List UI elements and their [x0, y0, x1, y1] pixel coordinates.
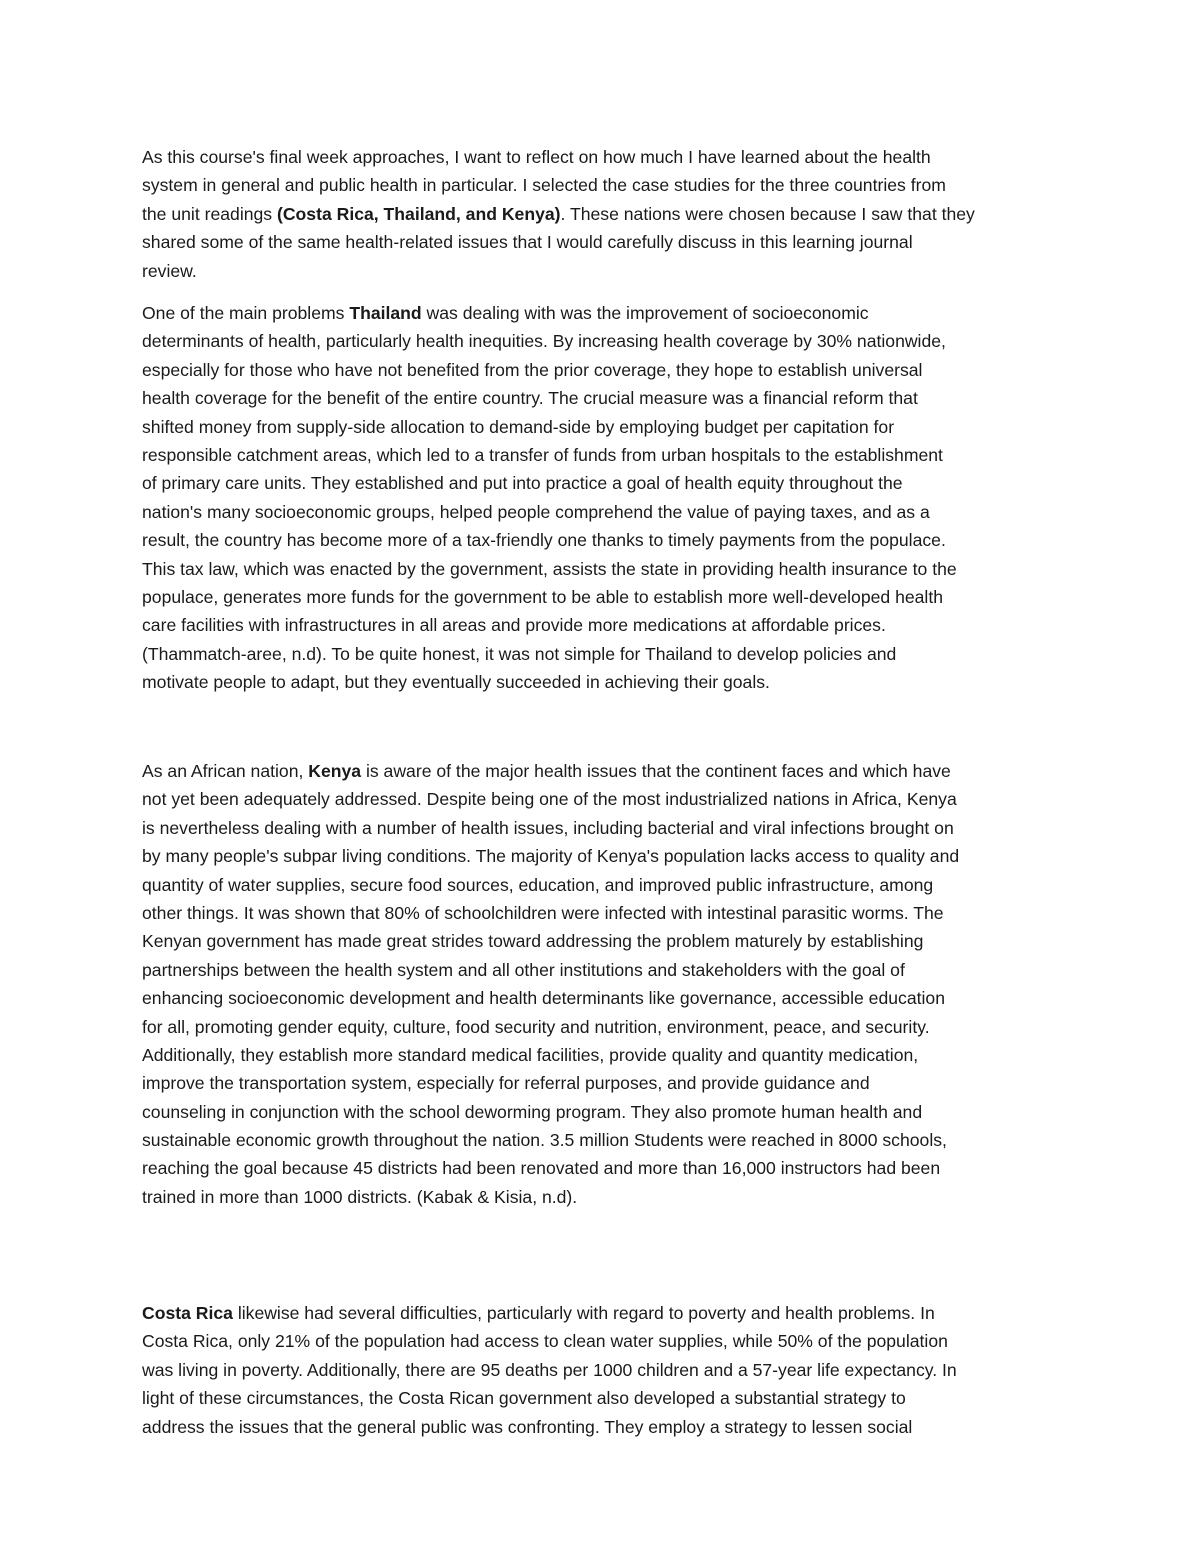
bold-text: Costa Rica: [142, 1303, 233, 1323]
text-run: was living in poverty. Additionally, there are 95 deaths per 1000 children and a 57-year life expectancy. In: [142, 1359, 957, 1380]
text-line: [142, 1041, 1062, 1069]
text-line: [142, 1299, 1062, 1327]
text-line: [142, 814, 1062, 842]
text-run: populace, generates more funds for the government to be able to establish more well-developed health: [142, 586, 944, 607]
paragraph-thailand: [142, 299, 1062, 696]
text-run: for all, promoting gender equity, culture, food security and nutrition, environment, peace, and security.: [142, 1016, 930, 1037]
text-line: [142, 143, 1062, 171]
text-line: [142, 1413, 1062, 1441]
text-line: [142, 785, 1062, 813]
text-run: reaching the goal because 45 districts had been renovated and more than 16,000 instructors had been: [142, 1158, 941, 1179]
text-run: especially for those who have not benefited from the prior coverage, they hope to establish universal: [142, 359, 923, 380]
text-run: likewise had several difficulties, particularly with regard to poverty and health problems. In: [232, 1303, 935, 1323]
text-run: (Thammatch-aree, n.d). To be quite honest, it was not simple for Thailand to develop policies and: [142, 643, 897, 664]
text-line: [142, 257, 1062, 285]
text-run: counseling in conjunction with the school deworming program. They also promote human health and: [142, 1101, 923, 1122]
text-run: As this course's final week approaches, I want to reflect on how much I have learned about the health: [142, 147, 931, 167]
bold-text: Kenya: [308, 761, 362, 781]
text-run: is aware of the major health issues that the continent faces and which have: [361, 761, 951, 781]
text-line: [142, 984, 1062, 1012]
text-line: [142, 469, 1062, 497]
text-line: [142, 1327, 1062, 1355]
text-run: partnerships between the health system and all other institutions and stakeholders with the goal of: [142, 959, 905, 980]
text-run: system in general and public health in particular. I selected the case studies for the three countries from: [142, 175, 946, 196]
text-line: [142, 356, 1062, 384]
text-line: [142, 441, 1062, 469]
text-run: health coverage for the benefit of the entire country. The crucial measure was a financial reform that: [142, 388, 918, 409]
text-run: the unit readings: [142, 203, 277, 224]
paragraph-costa-rica: [142, 1299, 1062, 1441]
text-line: [142, 526, 1062, 554]
text-line: [142, 555, 1062, 583]
text-line: [142, 640, 1062, 668]
text-run: Kenyan government has made great strides toward addressing the problem maturely by establishing: [142, 931, 924, 952]
text-line: [142, 611, 1062, 639]
bold-text: (Costa Rica, Thailand, and Kenya): [276, 203, 561, 224]
text-line: [142, 498, 1062, 526]
text-run: One of the main problems: [142, 303, 350, 323]
text-line: [142, 871, 1062, 899]
text-run: sustainable economic growth throughout the nation. 3.5 million Students were reached in 8000 schools,: [142, 1130, 947, 1151]
text-run: is nevertheless dealing with a number of health issues, including bacterial and viral infections brought on: [142, 817, 954, 838]
text-run: Costa Rica, only 21% of the population had access to clean water supplies, while 50% of the population: [142, 1331, 948, 1352]
text-line: [142, 1069, 1062, 1097]
text-run: other things. It was shown that 80% of schoolchildren were infected with intestinal parasitic worms. The: [142, 902, 944, 923]
text-line: [142, 384, 1062, 412]
text-line: [142, 1356, 1062, 1384]
text-run: light of these circumstances, the Costa Rican government also developed a substantial strategy to: [142, 1388, 906, 1409]
bold-text: Thailand: [349, 303, 422, 323]
text-line: [142, 583, 1062, 611]
text-line: [142, 1126, 1062, 1154]
text-run: by many people's subpar living conditions. The majority of Kenya's population lacks access to quality and: [142, 846, 960, 867]
text-line: [142, 757, 1062, 785]
text-run: care facilities with infrastructures in all areas and provide more medications at affordable prices.: [142, 615, 886, 636]
text-line: [142, 1154, 1062, 1182]
text-run: of primary care units. They established and put into practice a goal of health equity throughout the: [142, 473, 903, 494]
text-line: [142, 899, 1062, 927]
text-run: Additionally, they establish more standard medical facilities, provide quality and quantity medication,: [142, 1044, 919, 1065]
text-run: not yet been adequately addressed. Despite being one of the most industrialized nations in Africa, Kenya: [142, 789, 957, 810]
text-line: [142, 1013, 1062, 1041]
text-run: was dealing with was the improvement of socioeconomic: [421, 303, 869, 323]
text-run: This tax law, which was enacted by the government, assists the state in providing health insurance to the: [142, 558, 957, 579]
text-run: shared some of the same health-related issues that I would carefully discuss in this learning journal: [142, 232, 913, 253]
paragraph-kenya: [142, 757, 1062, 1211]
text-line: [142, 1183, 1062, 1211]
text-run: enhancing socioeconomic development and health determinants like governance, accessible education: [142, 988, 945, 1009]
text-line: [142, 171, 1062, 199]
text-line: [142, 299, 1062, 327]
text-line: [142, 956, 1062, 984]
text-run: trained in more than 1000 districts. (Kabak & Kisia, n.d).: [142, 1186, 578, 1207]
text-line: [142, 413, 1062, 441]
text-run: quantity of water supplies, secure food sources, education, and improved public infrastructure, among: [142, 874, 934, 895]
text-line: [142, 1098, 1062, 1126]
text-line: [142, 668, 1062, 696]
text-line: [142, 327, 1062, 355]
text-line: [142, 842, 1062, 870]
text-run: address the issues that the general public was confronting. They employ a strategy to lessen social: [142, 1416, 913, 1437]
text-line: [142, 228, 1062, 256]
text-run: motivate people to adapt, but they eventually succeeded in achieving their goals.: [142, 672, 770, 693]
text-run: review.: [142, 260, 197, 281]
text-run: improve the transportation system, especially for referral purposes, and provide guidance and: [142, 1073, 870, 1094]
text-run: determinants of health, particularly health inequities. By increasing health coverage by 30% nationwide,: [142, 331, 946, 352]
text-run: responsible catchment areas, which led to a transfer of funds from urban hospitals to the establishment: [142, 444, 943, 465]
text-run: shifted money from supply-side allocation to demand-side by employing budget per capitation for: [142, 416, 895, 437]
text-line: [142, 1384, 1062, 1412]
text-run: As an African nation,: [142, 761, 309, 781]
text-run: result, the country has become more of a tax-friendly one thanks to timely payments from the populace.: [142, 530, 946, 551]
text-line: [142, 200, 1062, 228]
text-run: . These nations were chosen because I saw that they: [560, 203, 975, 224]
text-run: nation's many socioeconomic groups, helped people comprehend the value of paying taxes, and as a: [142, 501, 930, 522]
paragraph-introduction: [142, 143, 1062, 285]
text-line: [142, 927, 1062, 955]
